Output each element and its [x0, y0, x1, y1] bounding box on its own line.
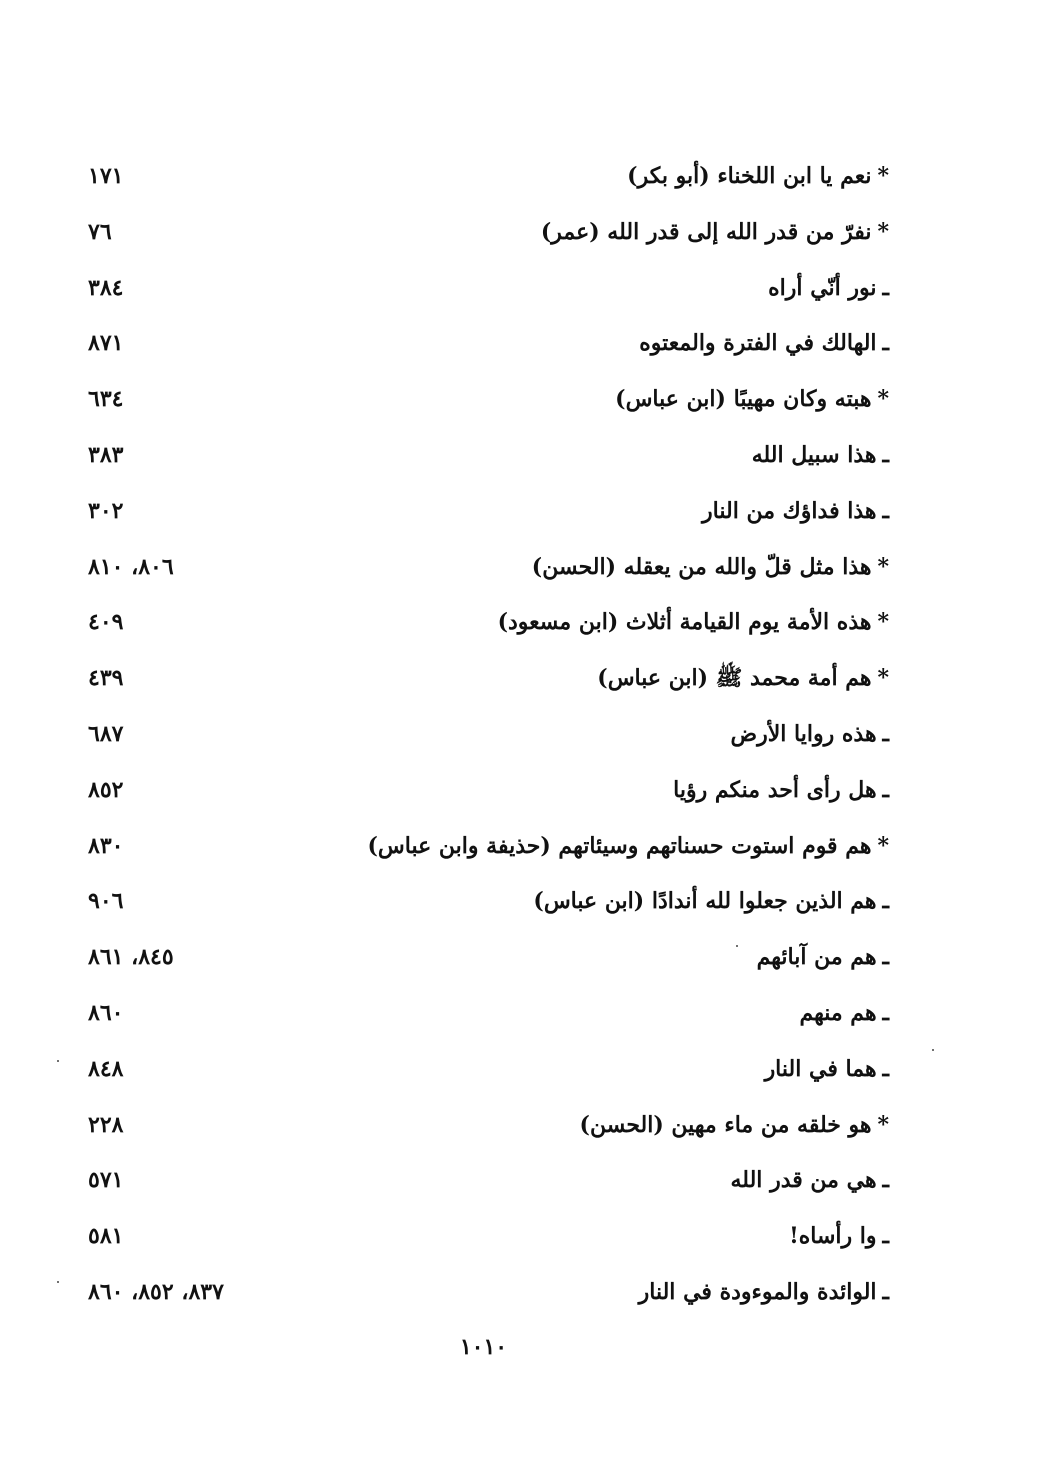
entry-marker: * [877, 1111, 889, 1138]
scan-speck [57, 1281, 59, 1283]
entry-pages: ٨٠٦، ٨١٠ [88, 553, 174, 580]
entry-label: نعم يا ابن اللخناء (أبو بكر) [627, 163, 872, 189]
index-entry [0, 265, 1047, 321]
entry-label: هما في النار [764, 1055, 877, 1082]
index-entry [0, 320, 1047, 376]
entry-text [730, 719, 889, 749]
entry-marker: * [877, 553, 889, 580]
entry-pages: ١٧١ [88, 163, 124, 189]
entry-pages: ٨٧١ [88, 330, 124, 357]
entry-label: هم قوم استوت حسناتهم وسيئاتهم (حذيفة وابن عباس) [367, 832, 872, 859]
entry-marker: * [877, 832, 889, 859]
entry-marker: ـ [882, 888, 889, 915]
entry-pages: ٣٨٤ [88, 274, 124, 301]
entry-label: هذه الأمة يوم القيامة أثلاث (ابن مسعود) [497, 609, 872, 636]
index-entry [0, 209, 1047, 265]
entry-pages: ٢٢٨ [88, 1111, 124, 1138]
entry-text [765, 1054, 889, 1084]
entry-pages: ٨٥٢ [88, 776, 124, 803]
index-entry [0, 934, 1047, 990]
index-entry [0, 376, 1047, 432]
entry-text [731, 1165, 889, 1195]
page-number: ١٠١٠ [459, 1334, 508, 1360]
index-entry [0, 1046, 1047, 1102]
entry-text [597, 663, 889, 693]
entry-pages: ٨٦٠ [88, 999, 124, 1026]
entry-marker: * [877, 665, 889, 692]
entry-pages: ٥٨١ [88, 1223, 124, 1250]
index-entry [0, 655, 1047, 711]
entry-pages: ٨٤٨ [88, 1055, 124, 1082]
entry-text [580, 1110, 889, 1140]
entry-marker: ـ [882, 1223, 889, 1250]
entry-pages: ٣٨٣ [88, 441, 124, 468]
index-entry [0, 153, 1047, 209]
entry-marker: * [877, 218, 889, 245]
index-entry [0, 488, 1047, 544]
entry-pages: ٤٣٩ [88, 665, 124, 692]
entry-text [789, 1221, 889, 1251]
index-entry [0, 711, 1047, 767]
entry-label: هم الذين جعلوا لله أندادًا (ابن عباس) [533, 888, 877, 915]
index-entry [0, 1157, 1047, 1213]
entry-text [757, 942, 889, 972]
entry-text [498, 607, 889, 637]
entry-label: هم أمة محمد ﷺ (ابن عباس) [597, 665, 872, 692]
entry-text [799, 998, 889, 1028]
entry-label: هو خلقه من ماء مهين (الحسن) [579, 1111, 872, 1138]
index-entry [0, 432, 1047, 488]
entry-marker: ـ [882, 1055, 889, 1082]
entry-marker: * [877, 609, 889, 636]
entry-text [533, 886, 889, 916]
entry-text [752, 440, 889, 470]
entry-pages: ٨٤٥، ٨٦١ [88, 944, 174, 971]
entry-label: وا رأساه! [789, 1223, 877, 1250]
index-entry [0, 599, 1047, 655]
entry-pages: ٦٣٤ [88, 386, 124, 413]
index-entry [0, 1213, 1047, 1269]
entry-text [627, 161, 889, 191]
entry-pages: ٦٨٧ [88, 720, 124, 747]
entry-marker: ـ [882, 1167, 889, 1194]
entry-label: هذا مثل قلّ والله من يعقله (الحسن) [531, 553, 872, 580]
index-entry [0, 544, 1047, 600]
scan-speck [736, 945, 738, 947]
entry-label: هبته وكان مهيبًا (ابن عباس) [615, 386, 872, 413]
entry-marker: ـ [882, 1278, 889, 1305]
entry-label: هم منهم [799, 999, 877, 1026]
index-entry [0, 823, 1047, 879]
entry-marker: ـ [882, 274, 889, 301]
entry-text [639, 1277, 889, 1307]
entry-text [768, 273, 889, 303]
entry-pages: ٧٦ [88, 218, 112, 245]
entry-label: هم من آبائهم [756, 944, 877, 971]
scan-speck [932, 1049, 934, 1051]
entry-pages: ٨٣٧، ٨٥٢، ٨٦٠ [88, 1278, 224, 1305]
entry-label: نور أنّي أراه [768, 274, 877, 301]
entry-marker: ـ [882, 944, 889, 971]
entry-marker: ـ [882, 497, 889, 524]
entry-text [532, 552, 889, 582]
entry-marker: ـ [882, 999, 889, 1026]
entry-text [541, 217, 889, 247]
entry-label: هذا فداؤك من النار [702, 497, 877, 524]
entry-marker: * [877, 163, 889, 189]
index-entry [0, 1102, 1047, 1158]
entry-text [639, 328, 889, 358]
scan-speck [57, 1060, 59, 1062]
entry-label: هذه روايا الأرض [730, 720, 877, 747]
index-entry [0, 767, 1047, 823]
entry-text [615, 384, 889, 414]
entry-text [368, 831, 890, 861]
entry-marker: ـ [882, 441, 889, 468]
index-entry [0, 990, 1047, 1046]
index-list [0, 153, 1047, 1325]
index-entry [0, 1269, 1047, 1325]
entry-marker: ـ [882, 330, 889, 357]
index-entry [0, 878, 1047, 934]
entry-pages: ٤٠٩ [88, 609, 124, 636]
entry-label: هل رأى أحد منكم رؤيا [673, 776, 877, 803]
entry-marker: ـ [882, 720, 889, 747]
entry-marker: ـ [882, 776, 889, 803]
entry-pages: ٥٧١ [88, 1167, 124, 1194]
entry-label: الهالك في الفترة والمعتوه [639, 330, 877, 357]
entry-marker: * [877, 386, 889, 413]
entry-pages: ٣٠٢ [88, 497, 124, 524]
entry-text [673, 775, 889, 805]
entry-label: هذا سبيل الله [751, 441, 877, 468]
entry-pages: ٨٣٠ [88, 832, 124, 859]
entry-pages: ٩٠٦ [88, 888, 124, 915]
entry-label: الوائدة والموءودة في النار [638, 1278, 877, 1305]
entry-label: نفرّ من قدر الله إلى قدر الله (عمر) [540, 218, 872, 245]
entry-text [702, 496, 889, 526]
entry-label: هي من قدر الله [730, 1167, 877, 1194]
